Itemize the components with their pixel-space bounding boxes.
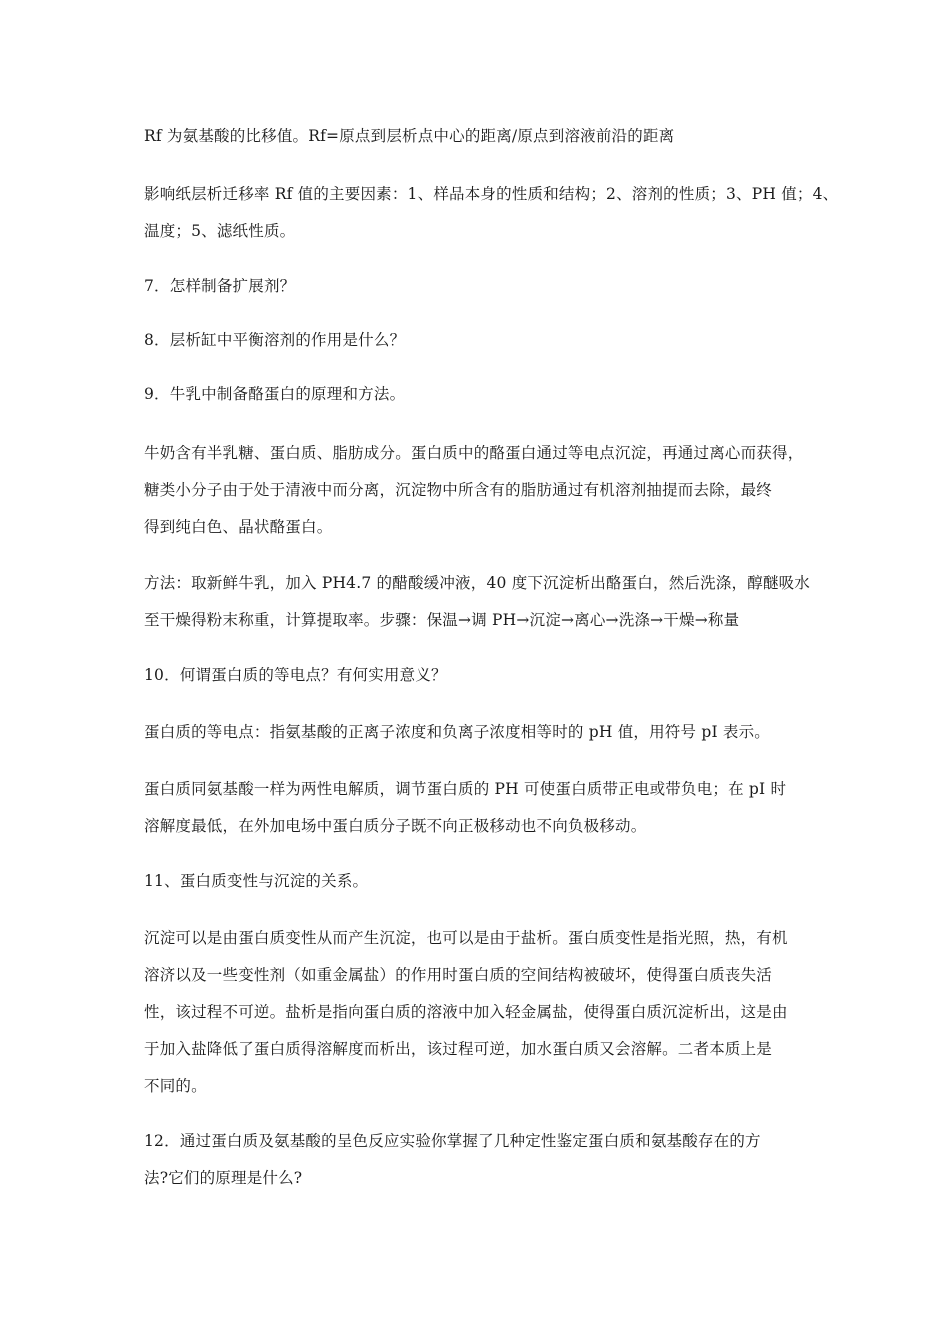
text-line: 性，该过程不可逆。盐析是指向蛋白质的溶液中加入轻金属盐，使得蛋白质沉淀析出，这是由 bbox=[144, 1003, 788, 1021]
text-line: Rf 为氨基酸的比移值。Rf=原点到层析点中心的距离/原点到溶液前沿的距离 bbox=[144, 127, 675, 145]
text-line: 9．牛乳中制备酪蛋白的原理和方法。 bbox=[144, 385, 406, 403]
text-line: 糖类小分子由于处于清液中而分离，沉淀物中所含有的脂肪通过有机溶剂抽提而去除，最终 bbox=[144, 481, 773, 499]
paragraph-casein-method bbox=[144, 565, 812, 639]
text-line: 10．何谓蛋白质的等电点？有何实用意义？ bbox=[144, 666, 447, 684]
question-12 bbox=[144, 1123, 812, 1197]
text-line: 温度；5、滤纸性质。 bbox=[144, 222, 296, 240]
text-line: 影响纸层析迁移率 Rf 值的主要因素：1、样品本身的性质和结构；2、溶剂的性质；3、PH 值；4、 bbox=[144, 185, 839, 203]
text-line: 得到纯白色、晶状酪蛋白。 bbox=[144, 518, 333, 536]
text-line: 于加入盐降低了蛋白质得溶解度而析出，该过程可逆，加水蛋白质又会溶解。二者本质上是 bbox=[144, 1040, 773, 1058]
text-line: 7．怎样制备扩展剂？ bbox=[144, 277, 296, 295]
paragraph-isoelectric-definition bbox=[144, 714, 812, 751]
paragraph-rf-definition bbox=[144, 118, 812, 155]
question-11 bbox=[144, 863, 812, 900]
text-line: 溶济以及一些变性剂（如重金属盐）的作用时蛋白质的空间结构被破坏，使得蛋白质丧失活 bbox=[144, 966, 773, 984]
paragraph-rf-factors bbox=[144, 176, 839, 250]
text-line: 蛋白质的等电点：指氨基酸的正离子浓度和负离子浓度相等时的 pH 值，用符号 pI 表示。 bbox=[144, 723, 770, 741]
question-10 bbox=[144, 657, 812, 694]
text-line: 沉淀可以是由蛋白质变性从而产生沉淀，也可以是由于盐析。蛋白质变性是指光照，热，有机 bbox=[144, 929, 788, 947]
paragraph-isoelectric-significance bbox=[144, 771, 812, 845]
text-line: 方法：取新鲜牛乳，加入 PH4.7 的醋酸缓冲液，40 度下沉淀析出酪蛋白，然后洗涤，醇醚吸水 bbox=[144, 574, 811, 592]
text-line: 不同的。 bbox=[144, 1077, 207, 1095]
text-line: 12．通过蛋白质及氨基酸的呈色反应实验你掌握了几种定性鉴定蛋白质和氨基酸存在的方 bbox=[144, 1132, 761, 1150]
question-8 bbox=[144, 322, 812, 359]
text-line: 至干燥得粉末称重，计算提取率。步骤：保温→调 PH→沉淀→离心→洗涤→干燥→称量 bbox=[144, 611, 740, 629]
text-line: 8．层析缸中平衡溶剂的作用是什么？ bbox=[144, 331, 406, 349]
question-7 bbox=[144, 268, 812, 305]
text-line: 法?它们的原理是什么? bbox=[144, 1169, 303, 1187]
paragraph-casein-principle bbox=[144, 435, 812, 546]
text-line: 11、蛋白质变性与沉淀的关系。 bbox=[144, 872, 369, 890]
question-9 bbox=[144, 376, 812, 413]
text-line: 牛奶含有半乳糖、蛋白质、脂肪成分。蛋白质中的酪蛋白通过等电点沉淀，再通过离心而获得， bbox=[144, 444, 804, 462]
paragraph-denaturation bbox=[144, 920, 812, 1105]
text-line: 溶解度最低，在外加电场中蛋白质分子既不向正极移动也不向负极移动。 bbox=[144, 817, 647, 835]
text-line: 蛋白质同氨基酸一样为两性电解质，调节蛋白质的 PH 可使蛋白质带正电或带负电；在 pI 时 bbox=[144, 780, 787, 798]
